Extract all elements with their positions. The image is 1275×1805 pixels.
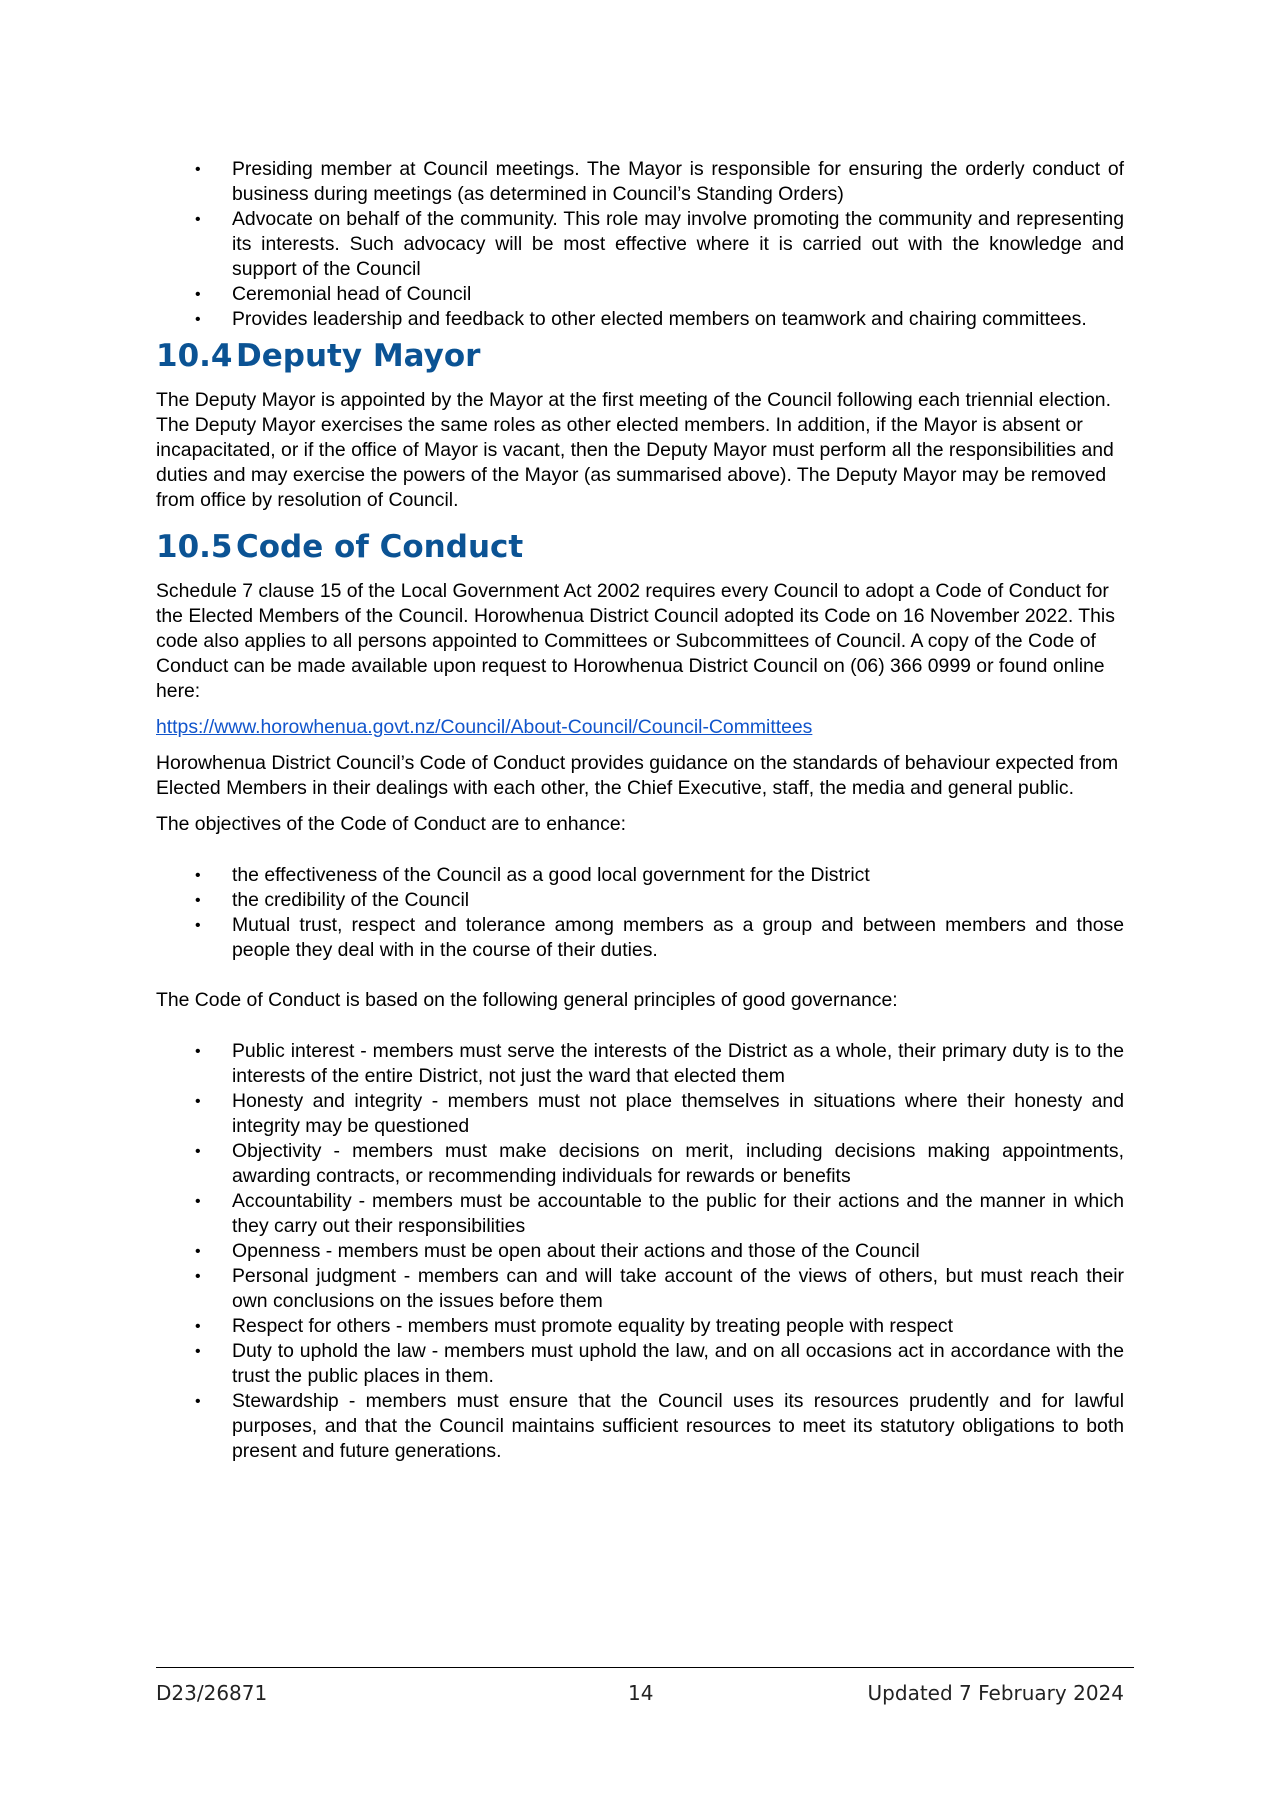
list-item: • Mutual trust, respect and tolerance among members as a group and between members and those people they deal with in the course of their duties. <box>195 914 1124 961</box>
mayor-roles-list <box>156 157 1124 332</box>
objectives-list <box>156 863 1124 963</box>
code-of-conduct-link[interactable]: https://www.horowhenua.govt.nz/Council/About-Council/Council-Committees <box>156 716 813 738</box>
list-item: • Accountability - members must be accountable to the public for their actions and the manner in which they carry out their responsibilities <box>195 1190 1124 1237</box>
bullet-icon: • <box>195 1268 201 1285</box>
list-item: • the effectiveness of the Council as a good local government for the District <box>195 864 870 886</box>
bullet-icon: • <box>195 311 201 328</box>
list-item: • Ceremonial head of Council <box>195 283 472 305</box>
guidance-paragraph: Horowhenua District Council’s Code of Conduct provides guidance on the standards of behaviour expected from Elected Members in their dealings with each other, the Chief Executive, staff, the media and general public. <box>156 752 1119 799</box>
list-item: • Duty to uphold the law - members must uphold the law, and on all occasions act in accordance with the trust the public places in them. <box>195 1340 1124 1387</box>
list-item: • Advocate on behalf of the community. This role may involve promoting the community and representing its interests. Such advocacy will be most effective where it is carried out with the knowledge and support of the Council <box>195 208 1124 280</box>
bullet-icon: • <box>195 1143 201 1160</box>
bullet-icon: • <box>195 1393 201 1410</box>
bullet-icon: • <box>195 917 201 934</box>
list-item: • Stewardship - members must ensure that the Council uses its resources prudently and for lawful purposes, and that the Council maintains sufficient resources to meet its statutory obligations to both present and future generations. <box>195 1390 1124 1462</box>
footer-doc-ref: D23/26871 <box>156 1681 268 1705</box>
bullet-icon: • <box>195 1343 201 1360</box>
code-of-conduct-paragraph: Schedule 7 clause 15 of the Local Government Act 2002 requires every Council to adopt a Code of Conduct for the Elected Members of the Council. Horowhenua District Council adopted its Code on 16 November 2022. This code also applies to all persons appointed to Committees or Subcommittees of Council. A copy of the Code of Conduct can be made available upon request to Horowhenua District Council on (06) 366 0999 or found online here: <box>156 580 1115 702</box>
bullet-icon: • <box>195 892 201 909</box>
bullet-icon: • <box>195 867 201 884</box>
deputy-mayor-paragraph: The Deputy Mayor is appointed by the Mayor at the first meeting of the Council following each triennial election. The Deputy Mayor exercises the same roles as other elected members. In addition, if the Mayor is absent or incapacitated, or if the office of Mayor is vacant, then the Deputy Mayor must perform all the responsibilities and duties and may exercise the powers of the Mayor (as summarised above). The Deputy Mayor may be removed from office by resolution of Council. <box>156 389 1114 511</box>
list-item: • Honesty and integrity - members must not place themselves in situations where their honesty and integrity may be questioned <box>195 1090 1124 1137</box>
list-item: • Provides leadership and feedback to other elected members on teamwork and chairing committees. <box>195 308 1087 330</box>
bullet-icon: • <box>195 1043 201 1060</box>
list-item: • Openness - members must be open about their actions and those of the Council <box>195 1240 920 1262</box>
list-item: • Respect for others - members must promote equality by treating people with respect <box>195 1315 954 1337</box>
bullet-icon: • <box>195 1243 201 1260</box>
bullet-icon: • <box>195 211 201 228</box>
principles-list <box>156 1039 1124 1464</box>
page-content <box>156 157 1124 1464</box>
bullet-icon: • <box>195 161 201 178</box>
objectives-intro: The objectives of the Code of Conduct are to enhance: <box>156 813 626 835</box>
link-paragraph <box>156 715 1124 740</box>
list-item: • Objectivity - members must make decisions on merit, including decisions making appointments, awarding contracts, or recommending individuals for rewards or benefits <box>195 1140 1124 1187</box>
section-heading-deputy-mayor: 10.4 Deputy Mayor <box>156 338 481 374</box>
bullet-icon: • <box>195 286 201 303</box>
bullet-icon: • <box>195 1193 201 1210</box>
footer-page-number: 14 <box>628 1681 654 1705</box>
principles-intro: The Code of Conduct is based on the following general principles of good governance: <box>156 989 898 1011</box>
section-heading-code-of-conduct: 10.5 Code of Conduct <box>156 529 524 565</box>
footer-updated-date: Updated 7 February 2024 <box>867 1681 1124 1705</box>
bullet-icon: • <box>195 1093 201 1110</box>
bullet-icon: • <box>195 1318 201 1335</box>
footer-divider <box>156 1667 1134 1668</box>
list-item: • Presiding member at Council meetings. The Mayor is responsible for ensuring the orderly conduct of business during meetings (as determined in Council’s Standing Orders) <box>195 158 1124 205</box>
list-item: • the credibility of the Council <box>195 889 470 911</box>
list-item: • Public interest - members must serve the interests of the District as a whole, their primary duty is to the interests of the entire District, not just the ward that elected them <box>195 1040 1124 1087</box>
list-item: • Personal judgment - members can and will take account of the views of others, but must reach their own conclusions on the issues before them <box>195 1265 1124 1312</box>
